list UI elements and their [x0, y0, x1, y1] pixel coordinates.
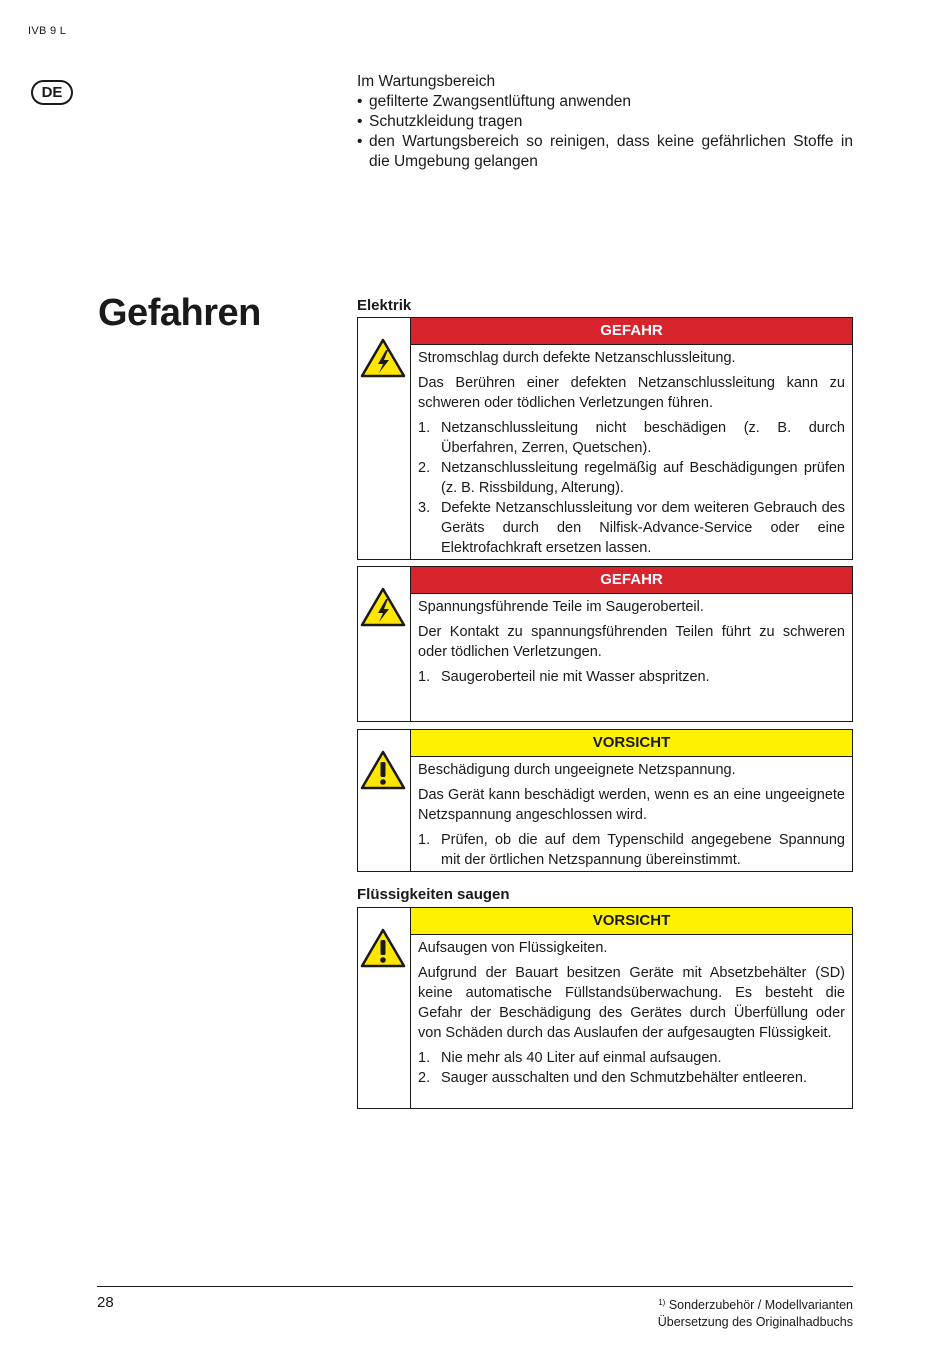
high-voltage-warning-icon	[360, 587, 406, 627]
intro-lead: Im Wartungsbereich	[357, 73, 496, 90]
warning-box	[357, 317, 853, 560]
subsection-title-electric: Elektrik	[357, 297, 412, 314]
footnote-text: Sonderzubehör / Modellvarianten	[668, 1298, 853, 1312]
footnote-marker: 1)	[658, 1298, 666, 1307]
list-item: 2. Sauger ausschalten und den Schmutzbehälter entleeren.	[418, 1070, 807, 1086]
warning-level-label: VORSICHT	[411, 730, 852, 757]
warning-content	[411, 935, 852, 1088]
step-text: Defekte Netzanschlussleitung vor dem weiteren Gebrauch des Geräts durch den Nilfisk-Advance-Service oder eine Elektrofachkraft ersetzen lassen.	[441, 500, 845, 556]
high-voltage-warning-icon	[360, 338, 406, 378]
intro-list	[357, 92, 853, 172]
list-item: 1. Netzanschlussleitung nicht beschädigen (z. B. durch Überfahren, Zerren, Quetschen).	[418, 420, 845, 456]
step-text: Sauger ausschalten und den Schmutzbehälter entleeren.	[441, 1070, 807, 1086]
list-item: 1. Saugeroberteil nie mit Wasser abspritzen.	[418, 669, 710, 685]
warning-content	[411, 594, 852, 687]
list-item: • gefilterte Zwangsentlüftung anwenden	[357, 92, 853, 112]
step-text: Netzanschlussleitung regelmäßig auf Beschädigungen prüfen (z. B. Rissbildung, Alterung).	[441, 460, 845, 496]
warning-level-label: VORSICHT	[411, 908, 852, 935]
footnote	[658, 1294, 853, 1314]
warning-icon-cell	[358, 567, 411, 721]
page-number: 28	[97, 1294, 114, 1311]
maintenance-intro	[357, 72, 853, 172]
footer-notes	[658, 1294, 853, 1331]
step-text: Netzanschlussleitung nicht beschädigen (z. B. durch Überfahren, Zerren, Quetschen).	[441, 420, 845, 456]
warning-content	[411, 757, 852, 870]
list-item: 1. Nie mehr als 40 Liter auf einmal aufsaugen.	[418, 1050, 722, 1066]
warning-box	[357, 566, 853, 722]
warning-steps	[418, 1048, 845, 1088]
language-badge: DE	[31, 80, 73, 105]
footer-divider	[97, 1286, 853, 1287]
warning-text: Das Berühren einer defekten Netzanschlussleitung kann zu schweren oder tödlichen Verletzungen führen.	[418, 375, 845, 411]
warning-lead: Aufsaugen von Flüssigkeiten.	[418, 940, 608, 956]
step-text: Saugeroberteil nie mit Wasser abspritzen.	[441, 669, 710, 685]
warning-level-label: GEFAHR	[411, 318, 852, 345]
list-item: 1. Prüfen, ob die auf dem Typenschild angegebene Spannung mit der örtlichen Netzspannung übereinstimmt.	[418, 832, 845, 868]
warning-text: Der Kontakt zu spannungsführenden Teilen führt zu schweren oder tödlichen Verletzungen.	[418, 624, 845, 660]
warning-box	[357, 907, 853, 1109]
section-title: Gefahren	[98, 292, 261, 334]
warning-icon-cell	[358, 908, 411, 1108]
exclamation-warning-icon	[360, 750, 406, 790]
model-label: IVB 9 L	[28, 25, 67, 37]
warning-lead: Stromschlag durch defekte Netzanschlussleitung.	[418, 350, 736, 366]
warning-steps	[418, 418, 845, 558]
step-text: Nie mehr als 40 Liter auf einmal aufsaugen.	[441, 1050, 722, 1066]
warning-icon-cell	[358, 318, 411, 559]
warning-steps	[418, 830, 845, 870]
list-item: • Schutzkleidung tragen	[357, 112, 853, 132]
warning-lead: Beschädigung durch ungeeignete Netzspannung.	[418, 762, 736, 778]
warning-steps	[418, 667, 845, 687]
translation-note: Übersetzung des Originalhadbuchs	[657, 1315, 853, 1329]
warning-box	[357, 729, 853, 872]
list-item: 2. Netzanschlussleitung regelmäßig auf Beschädigungen prüfen (z. B. Rissbildung, Alterung).	[418, 460, 845, 496]
subsection-title-liquids: Flüssigkeiten saugen	[357, 886, 510, 903]
warning-icon-cell	[358, 730, 411, 871]
warning-text: Das Gerät kann beschädigt werden, wenn es an eine ungeeignete Netzspannung angeschlossen wird.	[418, 787, 845, 823]
warning-lead: Spannungsführende Teile im Saugeroberteil.	[418, 599, 704, 615]
warning-level-label: GEFAHR	[411, 567, 852, 594]
exclamation-warning-icon	[360, 928, 406, 968]
list-item: • den Wartungsbereich so reinigen, dass keine gefährlichen Stoffe in die Umgebung gelangen	[357, 132, 853, 172]
step-text: Prüfen, ob die auf dem Typenschild angegebene Spannung mit der örtlichen Netzspannung übereinstimmt.	[441, 832, 845, 868]
warning-content	[411, 345, 852, 558]
warning-text: Aufgrund der Bauart besitzen Geräte mit Absetzbehälter (SD) keine automatische Füllstandsüberwachung. Es besteht die Gefahr der Beschädigung des Gerätes durch Überfüllung oder von Schäden durch das Auslaufen der aufgesaugten Flüssigkeit.	[418, 965, 845, 1041]
list-item: 3. Defekte Netzanschlussleitung vor dem weiteren Gebrauch des Geräts durch den Nilfisk-Advance-Service oder eine Elektrofachkraft ersetzen lassen.	[418, 500, 845, 556]
